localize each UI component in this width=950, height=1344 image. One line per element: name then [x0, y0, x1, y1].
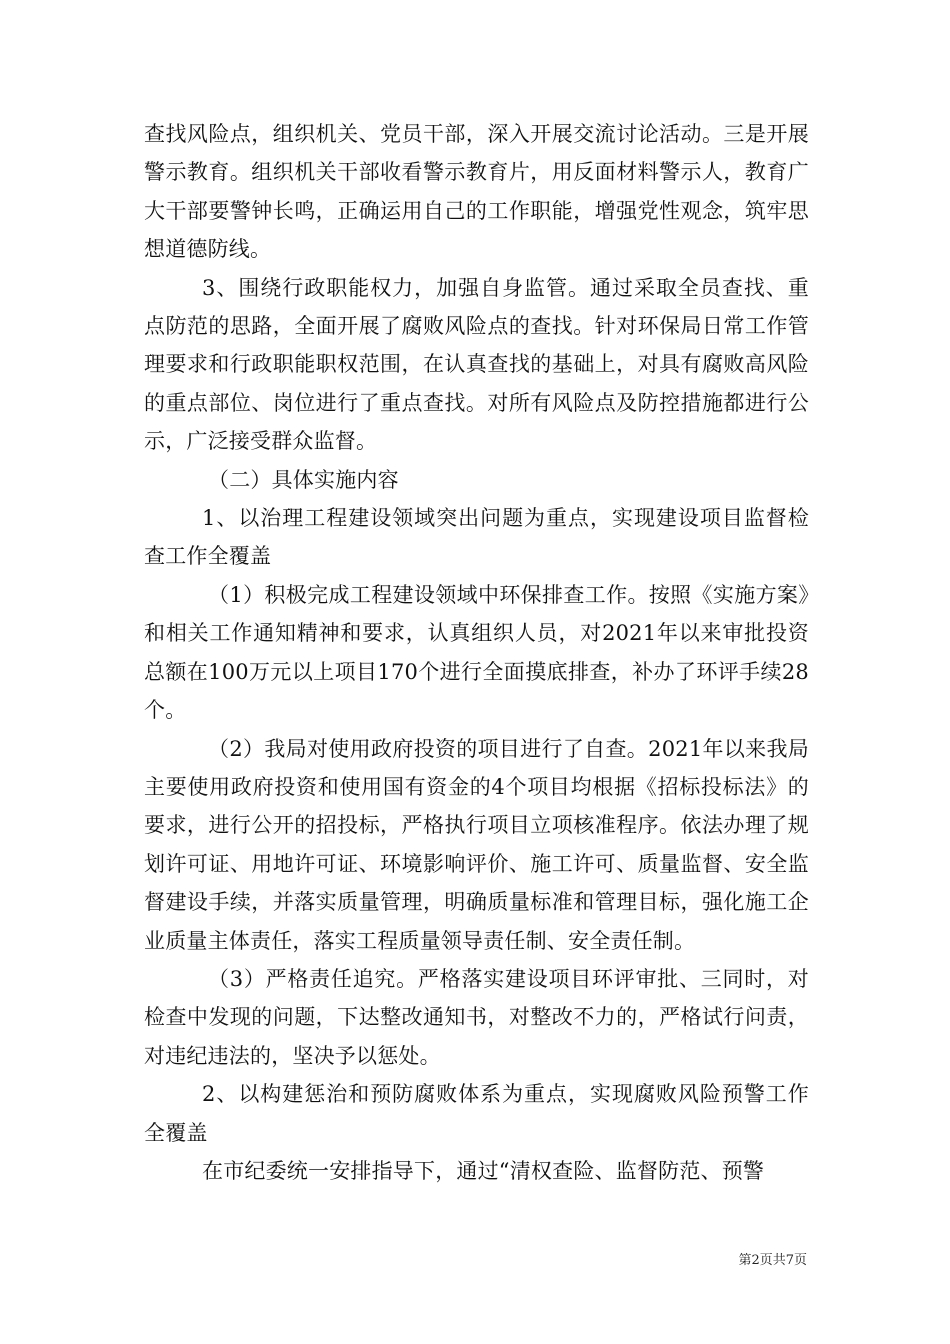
paragraph-item-3: （3）严格责任追究。严格落实建设项目环评审批、三同时，对检查中发现的问题，下达整改通知书，对整改不力的，严格试行问责，对违纪违法的，坚决予以惩处。	[144, 966, 809, 1068]
paragraph-engineering-focus: 1、以治理工程建设领域突出问题为重点，实现建设项目监督检查工作全覆盖	[144, 506, 809, 569]
paragraph-commission-guidance: 在市纪委统一安排指导下，通过“清权查险、监督防范、预警	[202, 1158, 765, 1183]
paragraph-self-supervision: 3、围绕行政职能权力，加强自身监管。通过采取全员查找、重点防范的思路，全面开展了腐败风险点的查找。针对环保局日常工作管理要求和行政职能职权范围，在认真查找的基础上，对具有腐败高风险的重点部位、岗位进行了重点查找。对所有风险点及防控措施都进行公示，广泛接受群众监督。	[144, 275, 809, 454]
paragraph-item-2: （2）我局对使用政府投资的项目进行了自查。2021年以来我局主要使用政府投资和使用国有资金的4个项目均根据《招标投标法》的要求，进行公开的招投标，严格执行项目立项核准程序。依法办理了规划许可证、用地许可证、环境影响评价、施工许可、质量监督、安全监督建设手续，并落实质量管理，明确质量标准和管理目标，强化施工企业质量主体责任，落实工程质量领导责任制、安全责任制。	[144, 736, 809, 953]
document-body	[144, 115, 809, 1190]
paragraph-anti-corruption-focus: 2、以构建惩治和预防腐败体系为重点，实现腐败风险预警工作全覆盖	[144, 1082, 809, 1145]
page-number-footer: 第2页共7页	[738, 1253, 807, 1268]
paragraph-warning-education: 查找风险点，组织机关、党员干部，深入开展交流讨论活动。三是开展警示教育。组织机关干部收看警示教育片，用反面材料警示人，教育广大干部要警钟长鸣，正确运用自己的工作职能，增强党性观念，筑牢思想道德防线。	[144, 122, 809, 262]
paragraph-item-1: （1）积极完成工程建设领域中环保排查工作。按照《实施方案》和相关工作通知精神和要求，认真组织人员，对2021年以来审批投资总额在100万元以上项目170个进行全面摸底排查，补办了环评手续28个。	[144, 582, 809, 723]
section-heading-implementation: （二）具体实施内容	[208, 467, 399, 492]
